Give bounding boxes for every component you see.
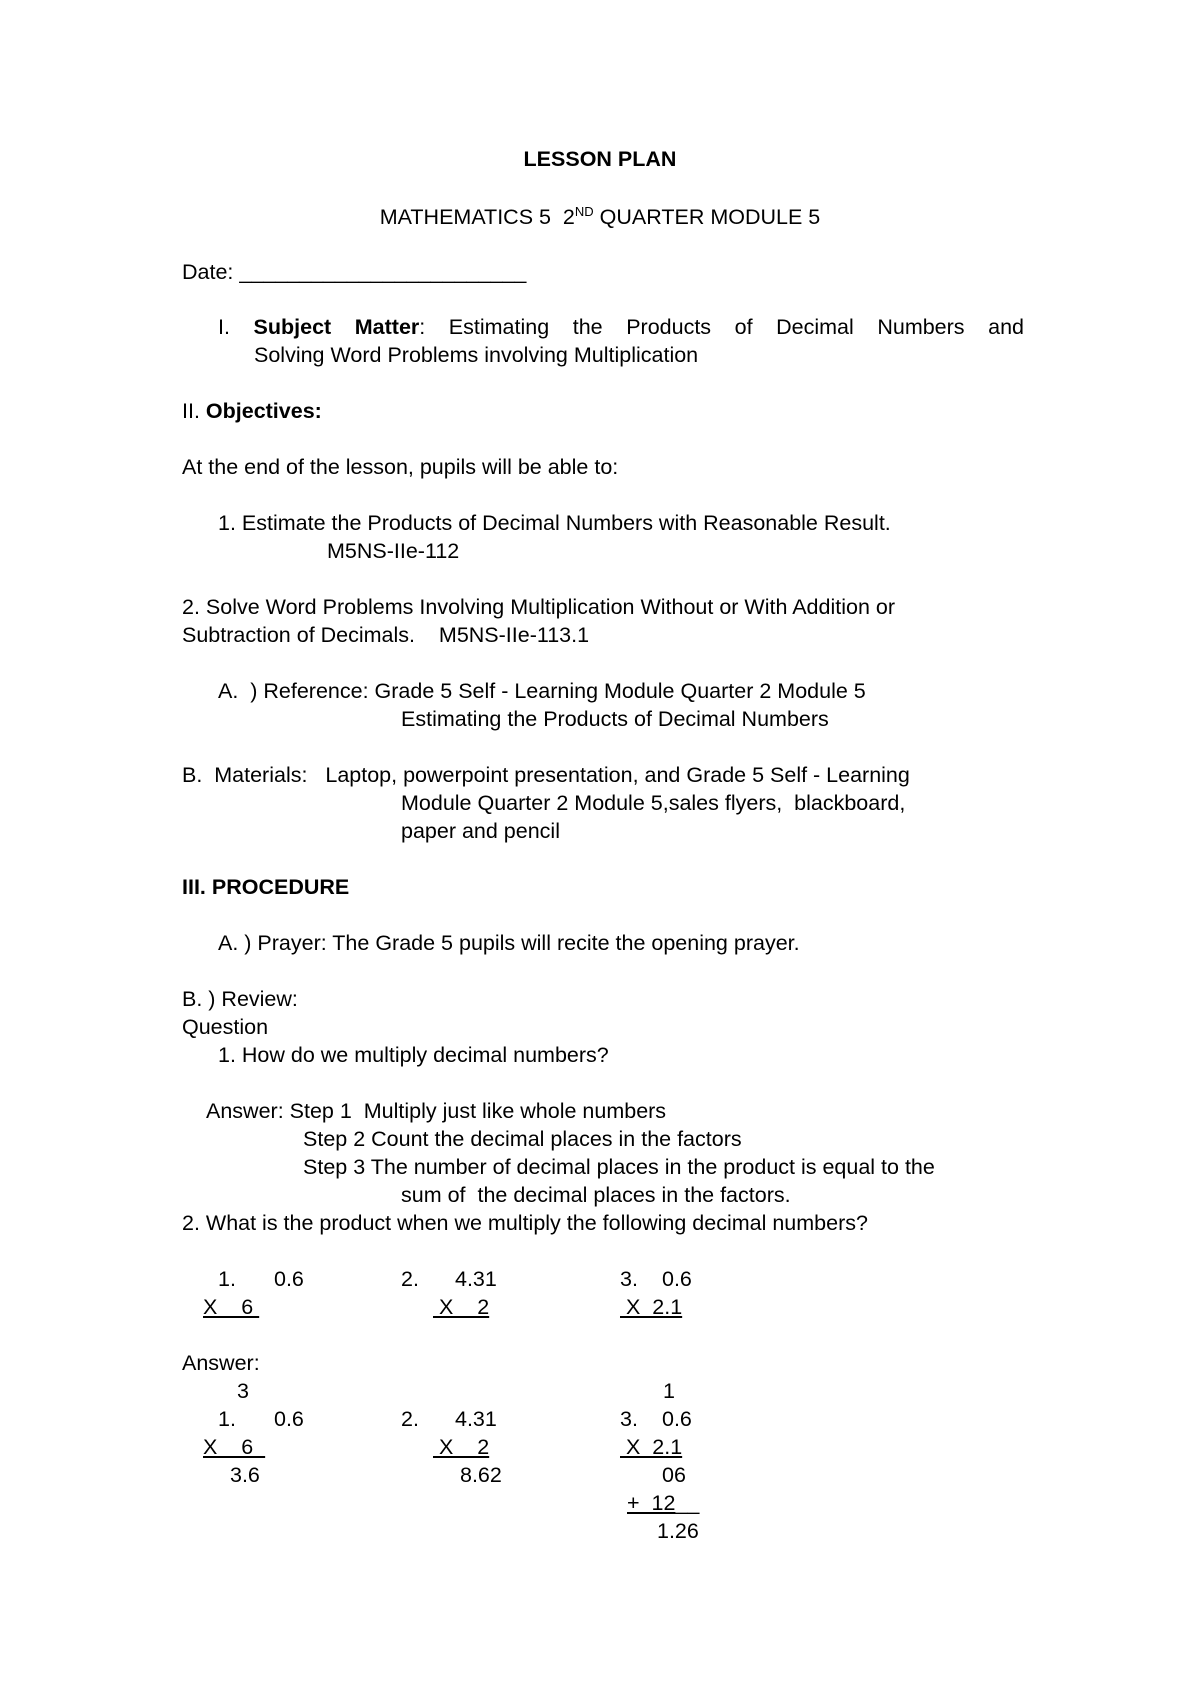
subtitle: [0, 204, 1200, 229]
materials-line3: paper and pencil: [401, 819, 560, 843]
procedure-heading: III. PROCEDURE: [182, 875, 350, 899]
objectives-label: Objectives:: [205, 399, 322, 423]
solution-3-result: 1.26: [657, 1519, 699, 1543]
question-2: 2. What is the product when we multiply the following decimal numbers?: [182, 1211, 868, 1235]
date-line: Date: ________________________: [182, 260, 527, 284]
solution-3-carry: 1: [663, 1379, 675, 1403]
question-label: Question: [182, 1015, 269, 1039]
materials-line1: B. Materials: Laptop, powerpoint presentation, and Grade 5 Self - Learning: [182, 763, 910, 787]
materials-line2: Module Quarter 2 Module 5,sales flyers, blackboard,: [401, 791, 906, 815]
solution-1-mult: X 6: [203, 1435, 266, 1459]
solution-2-top: 4.31: [455, 1407, 497, 1431]
solution-3-partial-2: [627, 1493, 699, 1515]
subject-matter-line2: Solving Word Problems involving Multiplication: [254, 343, 699, 367]
reference-line1: A. ) Reference: Grade 5 Self - Learning Module Quarter 2 Module 5: [218, 679, 866, 703]
subject-num: I.: [218, 315, 230, 339]
objective-2-line1: 2. Solve Word Problems Involving Multiplication Without or With Addition or: [182, 595, 895, 619]
problem-2-mult: X 2: [433, 1295, 490, 1319]
solution-1-result: 3.6: [230, 1463, 260, 1487]
solution-3-top: 0.6: [662, 1407, 692, 1431]
problem-3-num: 3.: [620, 1267, 638, 1291]
solution-2-num: 2.: [401, 1407, 419, 1431]
solution-1-top: 0.6: [274, 1407, 304, 1431]
answer-step-1: Answer: Step 1 Multiply just like whole numbers: [206, 1099, 667, 1123]
objective-1-code: M5NS-IIe-112: [327, 539, 460, 563]
problem-1-mult: X 6: [203, 1295, 260, 1319]
solution-3-partial-2-value: + 12: [627, 1491, 676, 1515]
solution-3-num: 3.: [620, 1407, 638, 1431]
problem-2-top: 4.31: [455, 1267, 497, 1291]
objectives-intro: At the end of the lesson, pupils will be able to:: [182, 455, 619, 479]
answer-label: Answer:: [182, 1351, 260, 1375]
problem-1-num: 1.: [218, 1267, 236, 1291]
solution-3-mult: X 2.1: [620, 1435, 683, 1459]
solution-1-carry: 3: [237, 1379, 249, 1403]
question-1: 1. How do we multiply decimal numbers?: [218, 1043, 609, 1067]
subject-text: : Estimating the Products of Decimal Numbers and: [419, 315, 1024, 339]
answer-step-3b: sum of the decimal places in the factors.: [401, 1183, 791, 1207]
solution-2-mult: X 2: [433, 1435, 490, 1459]
objective-1: 1. Estimate the Products of Decimal Numbers with Reasonable Result.: [218, 511, 891, 535]
reference-line2: Estimating the Products of Decimal Numbers: [401, 707, 829, 731]
subject-matter-line1: [218, 317, 1024, 339]
problem-3-mult: X 2.1: [620, 1295, 683, 1319]
lesson-title: LESSON PLAN: [523, 147, 677, 171]
solution-3-partial-1: 06: [662, 1463, 686, 1487]
answer-step-3a: Step 3 The number of decimal places in the product is equal to the: [303, 1155, 935, 1179]
solution-3-partial-2-tail: __: [675, 1491, 700, 1515]
subtitle-post: QUARTER MODULE 5: [593, 205, 821, 229]
objective-2-line2: Subtraction of Decimals. M5NS-IIe-113.1: [182, 623, 590, 647]
prayer: A. ) Prayer: The Grade 5 pupils will recite the opening prayer.: [218, 931, 800, 955]
problem-1-top: 0.6: [274, 1267, 304, 1291]
review-heading: B. ) Review:: [182, 987, 298, 1011]
objectives-heading: [182, 401, 322, 423]
subtitle-pre: MATHEMATICS 5 2: [379, 205, 575, 229]
answer-step-2: Step 2 Count the decimal places in the factors: [303, 1127, 742, 1151]
problem-3-top: 0.6: [662, 1267, 692, 1291]
problem-2-num: 2.: [401, 1267, 419, 1291]
objectives-num: II.: [182, 399, 200, 423]
subtitle-sup: ND: [574, 204, 594, 219]
solution-2-result: 8.62: [460, 1463, 502, 1487]
solution-1-num: 1.: [218, 1407, 236, 1431]
subject-label: Subject Matter: [253, 315, 420, 339]
